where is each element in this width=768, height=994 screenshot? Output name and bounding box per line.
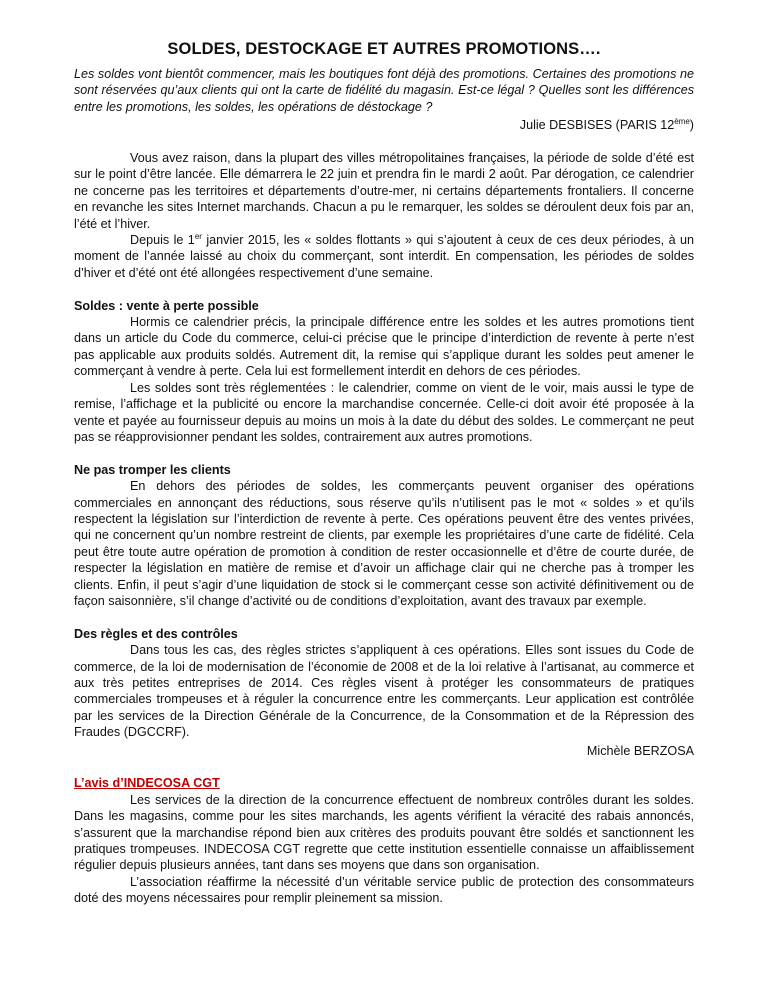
section1-paragraph-2: Les soldes sont très réglementées : le calendrier, comme on vient de le voir, mais aussi le type de remise, l’affichage et la publicité ou encore la marchandise concernée. Celle-ci doit avoir été proposée à la vente et payée au fournisseur depuis au moins un mois à la date du début des soldes. Le commerçant ne peut pas se réapprovisionner pendant les soldes, contrairement aux autres promotions. (74, 380, 694, 444)
section1-paragraph-1: Hormis ce calendrier précis, la principale différence entre les soldes et les autres promotions tient dans un article du Code du commerce, celui-ci précise que le principe d’interdiction de revente à perte n’est pas applicable aux produits soldés. Autrement dit, la remise qui s’applique durant les soldes peut amener le commerçant à vendre à perte. Cela lui est formellement interdit en dehors de ces périodes. (74, 315, 694, 379)
section2-paragraph-1: En dehors des périodes de soldes, les commerçants peuvent organiser des opérations commerciales en annonçant des réductions, sous réserve qu’ils n’utilisent pas le mot « soldes » et qu’ils respectent la législation sur l’interdiction de revente à perte. Ces opérations peuvent être des ventes privées, qui ne concernent qu’un nombre restreint de clients, par exemple les propriétaires d’une carte de fidélité. Cela peut être toute autre opération de promotion à condition de rester occasionnelle et d’être de courte durée, de respecter la législation en matière de remise et d’avoir un affichage clair qui ne cherche pas à tromper les clients. Enfin, il peut s’agir d’une liquidation de stock si le commerçant cesse son activité définitivement ou de façon saisonnière, s’il change d’activité ou de conditions d’exploitation, avant des travaux par exemple. (74, 479, 694, 608)
article-signature: Michèle BERZOSA (586, 743, 694, 758)
section4-paragraph-1: Les services de la direction de la concurrence effectuent de nombreux contrôles durant les soldes. Dans les magasins, comme pour les sites marchands, les agents vérifient la véracité des rabais annoncés, s’assurent que la marchandise répond bien aux critères des produits pouvant être soldés et sanctionnent les pratiques trompeuses. INDECOSA CGT regrette que cette institution essentielle connaisse un affaiblissement régulier depuis plusieurs années, tant dans ses moyens que dans son organisation. (74, 792, 694, 873)
document-page (74, 38, 694, 907)
question-author (74, 117, 694, 133)
intro-p2-sup: er (194, 231, 202, 241)
question-author-name: Julie DESBISES (PARIS 12 (519, 118, 675, 133)
section3-paragraph-1: Dans tous les cas, des règles strictes s’appliquent à ces opérations. Elles sont issues du Code de commerce, de la loi de modernisation de l’économie de 2008 et de la loi relative à l’artisanat, au commerce et aux très petites entreprises de 2014. Ces règles visent à protéger les consommateurs de pratiques commerciales trompeuses et à réguler la concurrence entre les commerçants. Leur application est contrôlée par les services de la Direction Générale de la Concurrence, de la Consommation et de la Répression des Fraudes (DGCCRF). (74, 643, 694, 740)
section-heading-avis: L’avis d’INDECOSA CGT (74, 776, 220, 791)
spacer (74, 609, 694, 625)
spacer (74, 759, 694, 775)
spacer (74, 445, 694, 461)
question-author-sup: ème (674, 117, 690, 127)
intro-p2-rest: janvier 2015, les « soldes flottants » qui s’ajoutent à ceux de ces deux périodes, à un moment de l’année laissé au choix du commerçant, sont interdit. En compensation, les périodes de soldes d’hiver et d’été ont été allongées respectivement d’une semaine. (74, 233, 694, 280)
page-title: SOLDES, DESTOCKAGE ET AUTRES PROMOTIONS…. (167, 40, 601, 58)
spacer (74, 281, 694, 297)
intro-p2-start: Depuis le 1 (130, 233, 195, 248)
intro-paragraph-1: Vous avez raison, dans la plupart des villes métropolitaines françaises, la période de solde d’été est sur le point d’être lancée. Elle démarrera le 22 juin et prendra fin le mardi 2 août. Par dérogation, ce calendrier ne concerne pas les territoires et départements d’outre-mer, ni certains départements frontaliers. Il concerne en revanche les sites Internet marchands. Chacun a pu le remarquer, les soldes se déroulent deux fois par an, l’été et l’hiver. (74, 151, 694, 231)
section4-paragraph-2: L’association réaffirme la nécessité d’un véritable service public de protection des consommateurs doté des moyens nécessaires pour remplir pleinement sa mission. (74, 874, 694, 906)
spacer (74, 134, 694, 150)
reader-question: Les soldes vont bientôt commencer, mais les boutiques font déjà des promotions. Certaines des promotions ne sont réservées qu’aux clients qui ont la carte de fidélité du magasin. Est-ce légal ? Quelles sont les différences entre les promotions, les soldes, les opérations de déstockage ? (74, 67, 694, 114)
intro-paragraph-2 (74, 232, 694, 281)
section-heading-clients: Ne pas tromper les clients (74, 462, 231, 477)
section-heading-regles: Des règles et des contrôles (74, 626, 238, 641)
section-heading-soldes: Soldes : vente à perte possible (74, 298, 259, 313)
question-author-close: ) (689, 118, 694, 133)
